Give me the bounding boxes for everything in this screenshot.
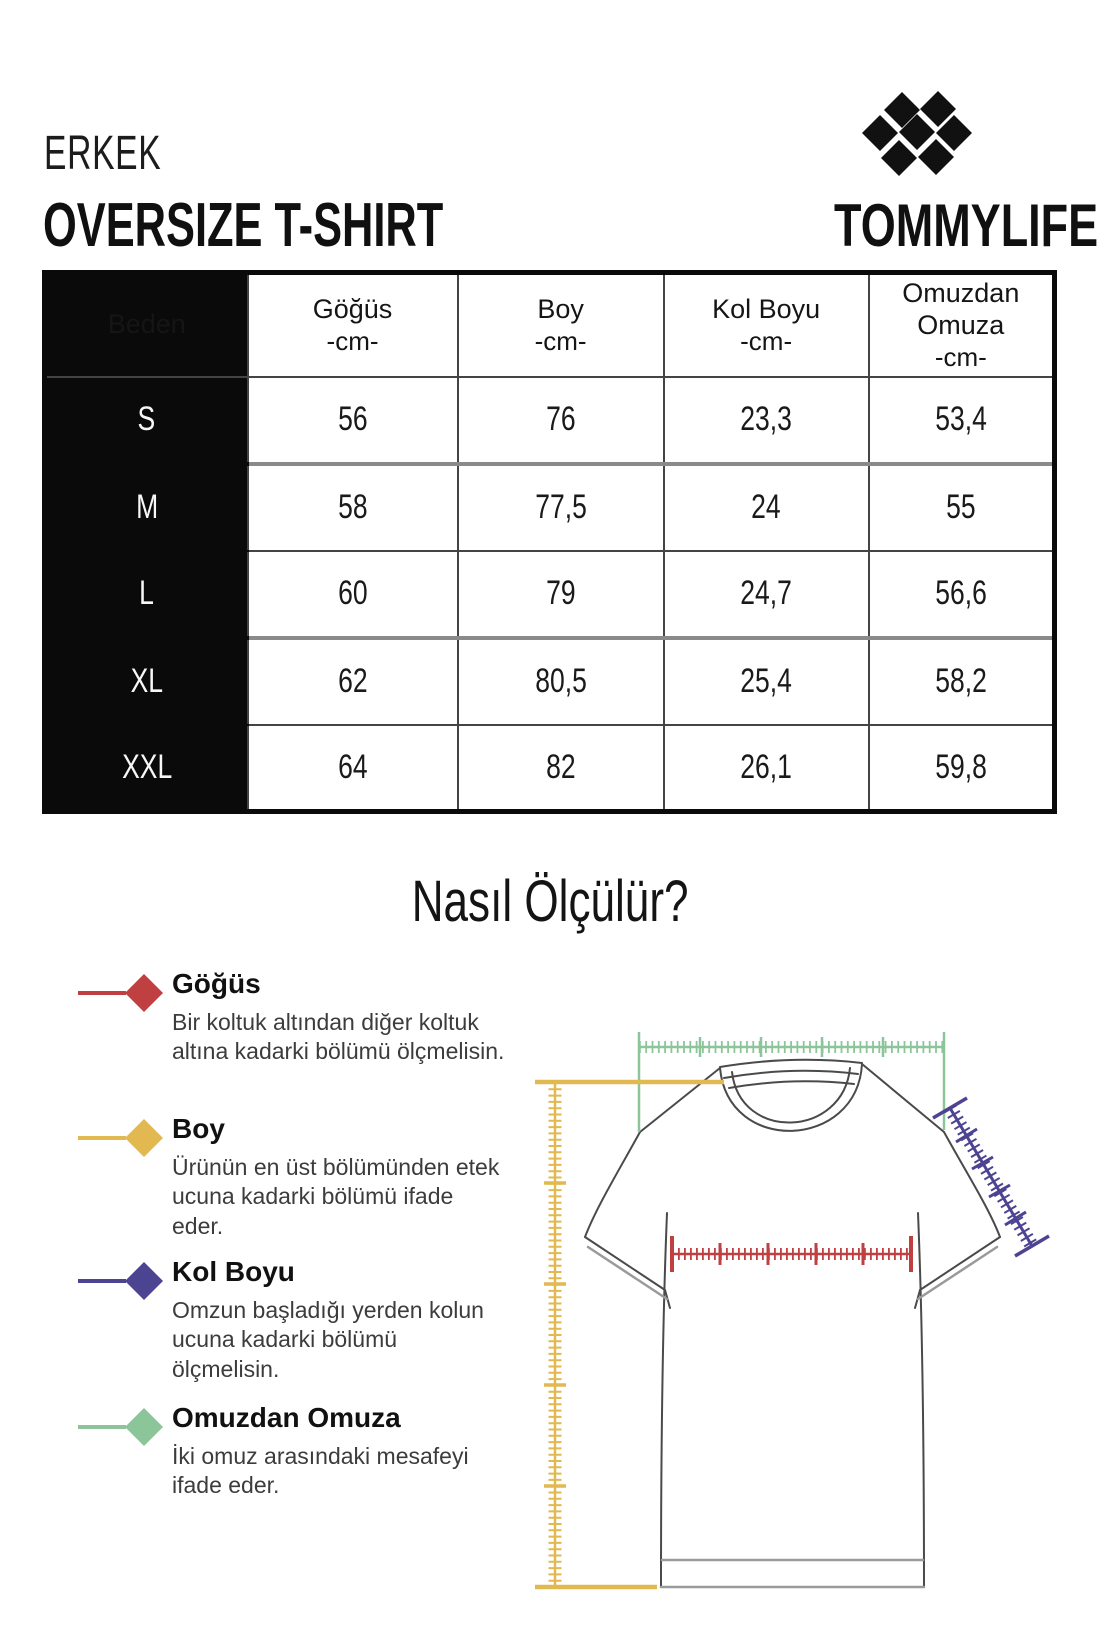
legend-texts <box>172 1256 506 1384</box>
gogus-diamond-icon <box>76 970 168 1016</box>
legend-item-description: Ürünün en üst bölümünden etek ucuna kadarki bölümü ifade eder. <box>172 1154 500 1239</box>
value-cell: 56,6 <box>869 551 1055 638</box>
diamond-pattern-icon <box>862 91 972 176</box>
value-cell: 76 <box>458 377 664 464</box>
legend-item-omuzdan-omuza <box>76 1402 506 1501</box>
legend-item-description: Omzun başladığı yerden kolun ucuna kadarki bölümü ölçmelisin. <box>172 1297 484 1382</box>
value-cell: 23,3 <box>664 377 869 464</box>
value-cell: 58 <box>248 464 458 551</box>
legend-item-gogus <box>76 968 506 1067</box>
omuzdan-omuza-diamond-icon <box>76 1404 168 1450</box>
value-cell: 77,5 <box>458 464 664 551</box>
page-title-text: OVERSIZE T-SHIRT <box>43 191 444 260</box>
chest-ruler <box>672 1236 911 1272</box>
brand-name <box>790 191 1099 260</box>
value-cell: 59,8 <box>869 725 1055 812</box>
column-header-gogus: Göğüs -cm- <box>248 273 458 377</box>
legend-item-description: Bir koltuk altından diğer koltuk altına kadarki bölümü ölçmelisin. <box>172 1009 505 1065</box>
value-cell: 64 <box>248 725 458 812</box>
value-cell: 24 <box>664 464 869 551</box>
value-cell: 56 <box>248 377 458 464</box>
column-unit: -cm- <box>534 325 587 356</box>
brand-logo-icon <box>850 85 990 185</box>
legend-item-title: Omuzdan Omuza <box>172 1402 401 1433</box>
legend-texts <box>172 1113 506 1241</box>
sleeve-ruler <box>933 1098 1049 1256</box>
tshirt-hem-cuff-lines <box>588 1247 997 1587</box>
kol-boyu-diamond-icon <box>76 1258 168 1304</box>
value-cell: 53,4 <box>869 377 1055 464</box>
table-row <box>45 377 1055 464</box>
column-unit: -cm- <box>326 325 379 356</box>
column-header-kol-boyu: Kol Boyu -cm- <box>664 273 869 377</box>
legend-texts <box>172 1402 506 1501</box>
size-cell: XL <box>45 638 248 725</box>
legend-item-title: Göğüs <box>172 968 261 999</box>
legend-item-boy <box>76 1113 506 1241</box>
value-cell: 24,7 <box>664 551 869 638</box>
legend-item-title: Boy <box>172 1113 225 1144</box>
value-cell: 55 <box>869 464 1055 551</box>
legend-item-title: Kol Boyu <box>172 1256 295 1287</box>
value-cell: 79 <box>458 551 664 638</box>
size-cell: M <box>45 464 248 551</box>
tshirt-outline <box>585 1060 1000 1587</box>
size-cell: L <box>45 551 248 638</box>
measure-section-title: Nasıl Ölçülür? <box>411 869 689 934</box>
value-cell: 82 <box>458 725 664 812</box>
size-table-header-row <box>45 273 1055 377</box>
header-category-text: ERKEK <box>44 127 162 180</box>
value-cell: 26,1 <box>664 725 869 812</box>
legend-item-kol-boyu <box>76 1256 506 1384</box>
value-cell: 62 <box>248 638 458 725</box>
brand-name-text: TOMMYLIFE <box>834 192 1099 259</box>
size-table <box>42 270 1057 814</box>
legend-texts <box>172 968 506 1067</box>
column-header-boy: Boy -cm- <box>458 273 664 377</box>
table-row <box>45 725 1055 812</box>
table-row <box>45 464 1055 551</box>
boy-diamond-icon <box>76 1115 168 1161</box>
value-cell: 25,4 <box>664 638 869 725</box>
value-cell: 80,5 <box>458 638 664 725</box>
size-cell: XXL <box>45 725 248 812</box>
table-row <box>45 551 1055 638</box>
value-cell: 60 <box>248 551 458 638</box>
column-header-omuzdan-omuza: Omuzdan Omuza -cm- <box>869 273 1055 377</box>
header-category <box>44 126 212 181</box>
size-table-corner-label: Beden <box>45 273 248 377</box>
size-cell: S <box>45 377 248 464</box>
tshirt-measure-diagram <box>500 950 1080 1630</box>
column-unit: -cm- <box>740 325 793 356</box>
length-ruler <box>535 1082 724 1587</box>
page-title <box>43 190 615 261</box>
value-cell: 58,2 <box>869 638 1055 725</box>
table-row <box>45 638 1055 725</box>
legend-item-description: İki omuz arasındaki mesafeyi ifade eder. <box>172 1443 469 1499</box>
column-unit: -cm- <box>934 341 987 372</box>
